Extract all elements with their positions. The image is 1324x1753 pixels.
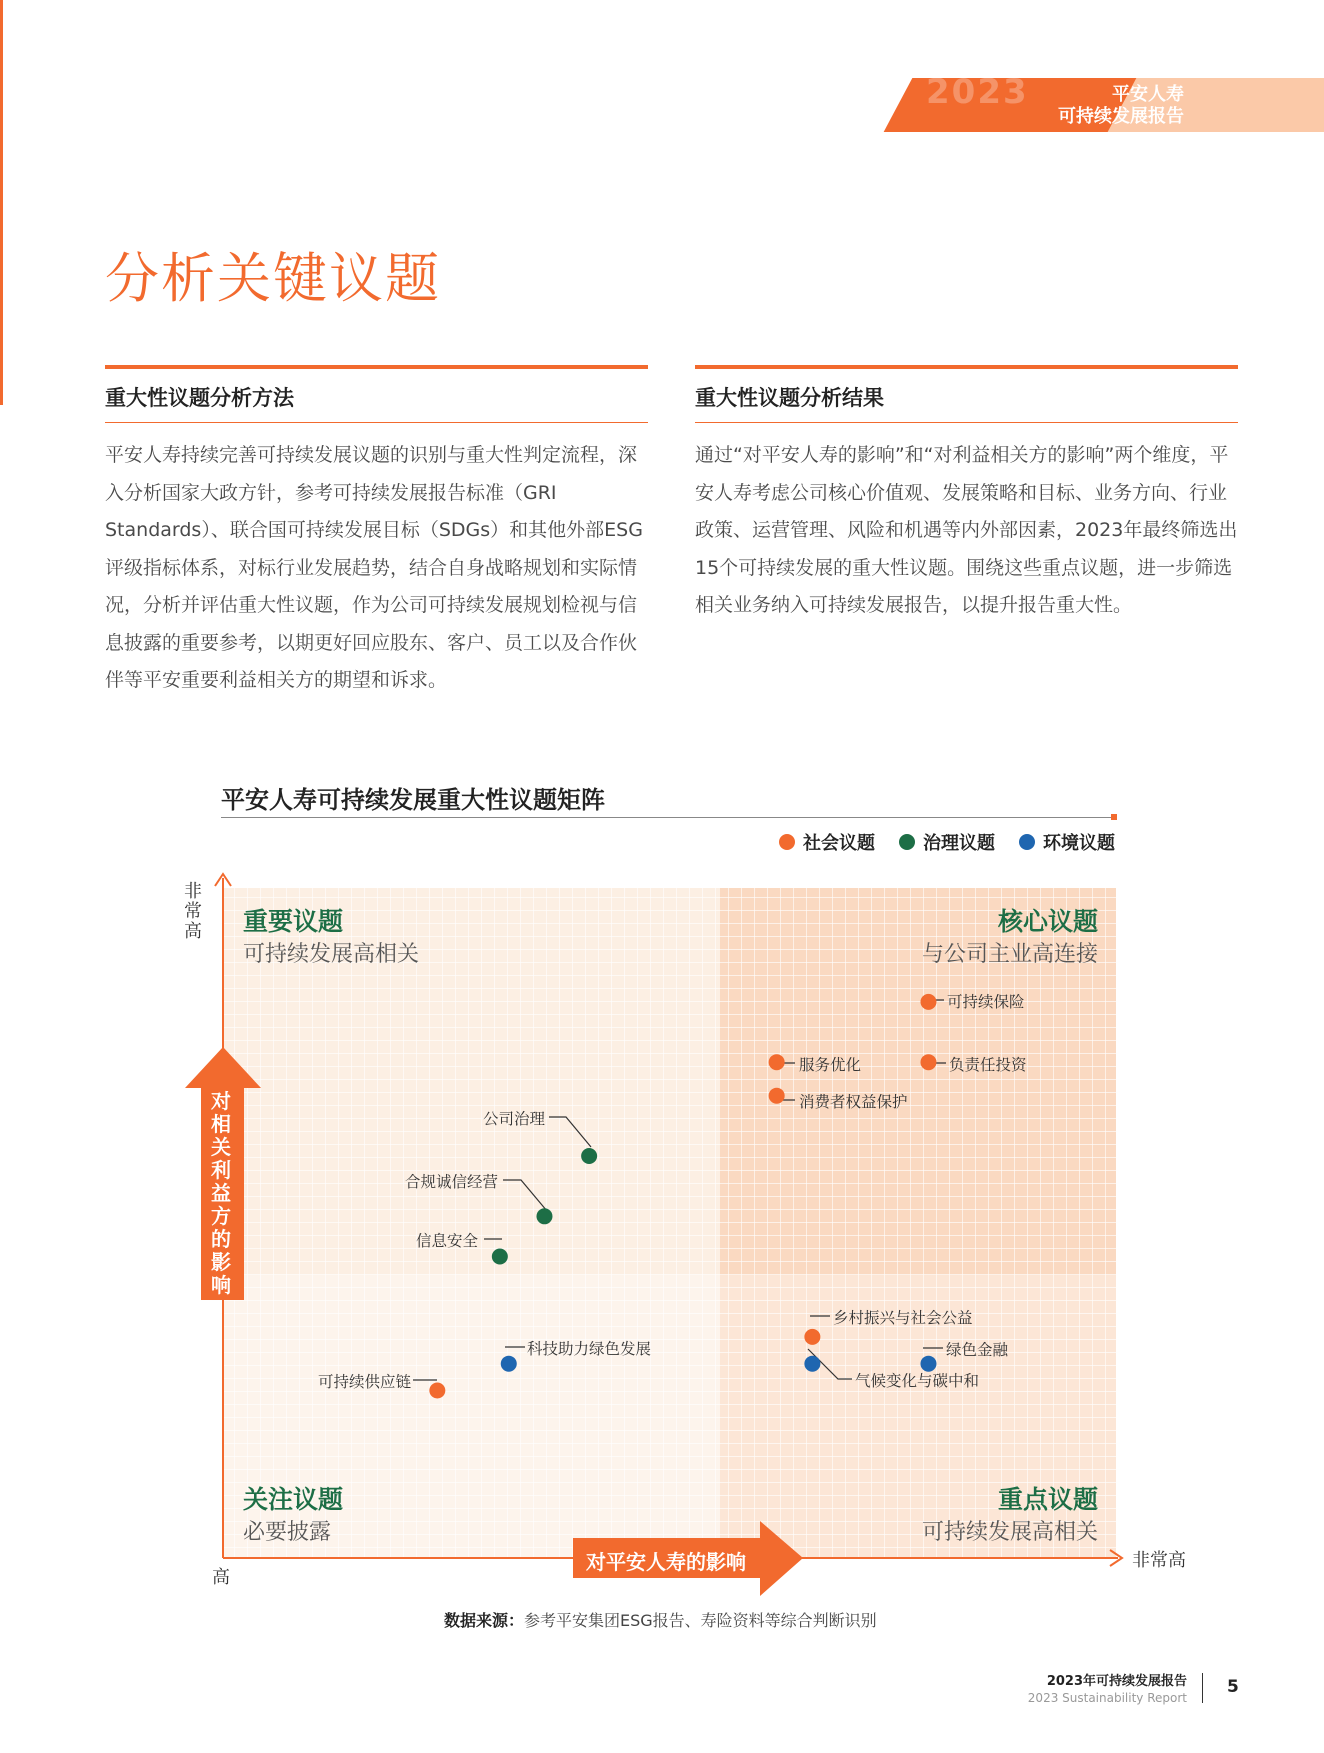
point-label-compliance: 合规诚信经营 [405, 1173, 499, 1191]
data-source-prefix: 数据来源： [444, 1611, 525, 1630]
matrix-point-8 [501, 1356, 517, 1372]
page-number: 5 [1227, 1677, 1239, 1697]
footer [1028, 1670, 1187, 1705]
matrix-point-0 [920, 994, 936, 1010]
point-label-service: 服务优化 [799, 1056, 862, 1074]
matrix-point-9 [804, 1356, 820, 1372]
matrix-point-4 [581, 1148, 597, 1164]
matrix-point-7 [804, 1329, 820, 1345]
matrix-title: 平安人寿可持续发展重大性议题矩阵 [221, 786, 605, 814]
point-label-responsible-investment: 负责任投资 [949, 1056, 1027, 1074]
matrix-point-6 [492, 1249, 508, 1265]
matrix-point-11 [429, 1383, 445, 1399]
result-heading: 重大性议题分析结果 [695, 365, 1238, 423]
y-axis-title: 对相关利益方的影响 [211, 1089, 231, 1297]
origin-label: 高 [212, 1567, 230, 1588]
data-source-text: 参考平安集团ESG报告、寿险资料等综合判断识别 [524, 1611, 877, 1630]
quadrant-title-key: 重点议题 [997, 1485, 1098, 1514]
point-label-tech-green: 科技助力绿色发展 [527, 1340, 652, 1358]
method-body: 平安人寿持续完善可持续发展议题的识别与重大性判定流程，深入分析国家大政方针，参考可持续发展报告标准（GRI Standards）、联合国可持续发展目标（SDGs）和其他外部ESG评级指标体系，对标行业发展趋势，结合自身战略规划和实际情况，分析并评估重大性议题，作为公司可持续发展规划检视与信息披露的重要参考，以期更好回应股东、客户、员工以及合作伙伴等平安重要利益相关方的期望和诉求。 [105, 444, 643, 691]
point-label-consumer: 消费者权益保护 [799, 1093, 908, 1111]
page-title: 分析关键议题 [105, 247, 441, 310]
result-body: 通过“对平安人寿的影响”和“对利益相关方的影响”两个维度，平安人寿考虑公司核心价值观、发展策略和目标、业务方向、行业政策、运营管理、风险和机遇等内外部因素，2023年最终筛选出15个可持续发展的重大性议题。围绕这些重点议题，进一步筛选相关业务纳入可持续发展报告，以提升报告重大性。 [695, 444, 1238, 616]
footer-divider [1202, 1673, 1203, 1703]
banner-year: 2023 [926, 72, 1029, 112]
quadrant-title-important: 重要议题 [243, 907, 344, 936]
point-label-climate: 气候变化与碳中和 [855, 1372, 980, 1390]
quadrant-title-attention: 关注议题 [243, 1485, 344, 1514]
y-axis-high-label: 非常高 [184, 881, 202, 942]
footer-report-title-en: 2023 Sustainability Report [1027, 1691, 1187, 1705]
quadrant-sub-key: 可持续发展高相关 [921, 1520, 1098, 1545]
point-label-infosec: 信息安全 [416, 1232, 479, 1250]
x-axis-title: 对平安人寿的影响 [586, 1550, 746, 1574]
banner-brand-line2: 可持续发展报告 [1058, 106, 1184, 127]
point-label-rural: 乡村振兴与社会公益 [833, 1309, 973, 1327]
point-label-sustainable-insurance: 可持续保险 [947, 993, 1025, 1011]
matrix-point-2 [920, 1054, 936, 1070]
data-source [444, 1608, 877, 1631]
matrix-point-1 [769, 1054, 785, 1070]
quadrant-title-core: 核心议题 [997, 907, 1098, 936]
legend-label-social: 社会议题 [803, 833, 875, 854]
point-label-green-finance: 绿色金融 [946, 1341, 1009, 1359]
point-label-governance: 公司治理 [483, 1110, 546, 1128]
matrix-point-5 [536, 1208, 552, 1224]
matrix-point-3 [769, 1088, 785, 1104]
legend-label-governance: 治理议题 [923, 833, 995, 854]
x-axis-high-label: 非常高 [1132, 1550, 1186, 1571]
grid-overlay [223, 888, 1116, 1558]
footer-report-title: 2023年可持续发展报告 [1046, 1674, 1187, 1689]
quadrant-sub-core: 与公司主业高连接 [921, 942, 1098, 967]
legend-label-environment: 环境议题 [1043, 833, 1115, 854]
method-heading: 重大性议题分析方法 [105, 365, 648, 423]
quadrant-sub-attention: 必要披露 [243, 1520, 332, 1545]
point-label-supply-chain: 可持续供应链 [318, 1373, 412, 1391]
banner-brand-line1: 平安人寿 [1112, 84, 1184, 105]
quadrant-sub-important: 可持续发展高相关 [243, 942, 420, 967]
